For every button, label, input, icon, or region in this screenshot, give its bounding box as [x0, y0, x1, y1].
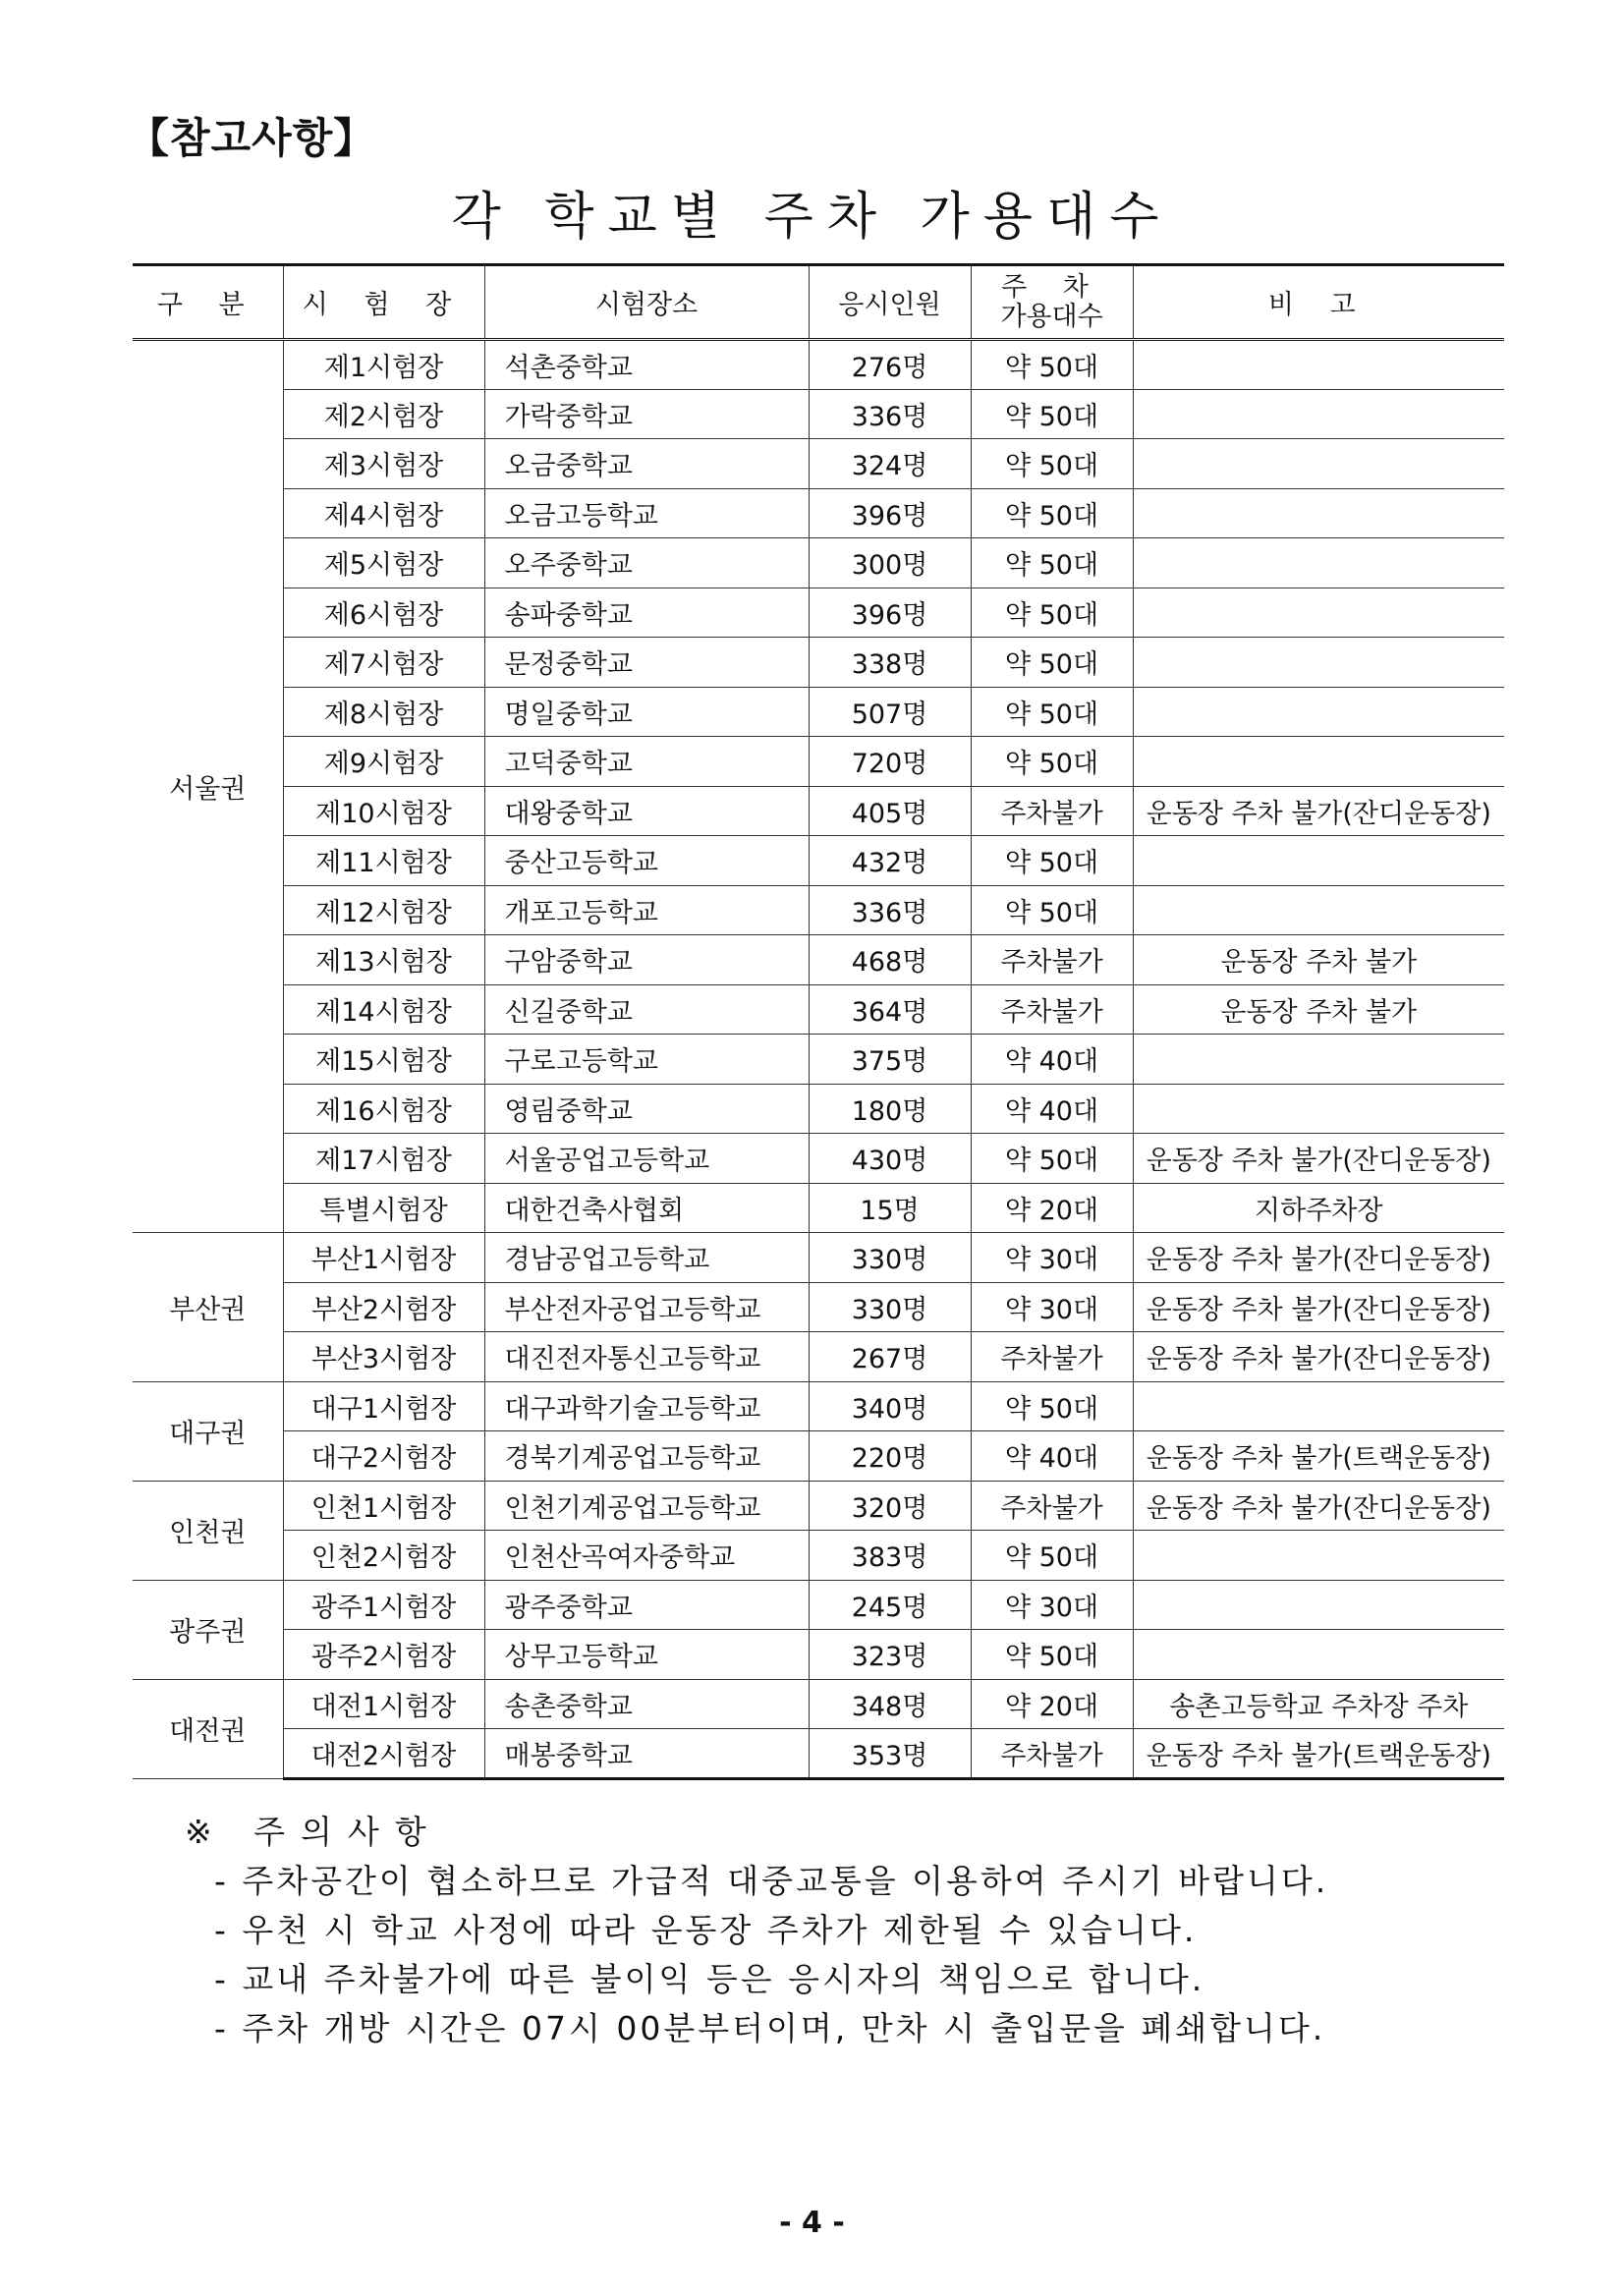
applicants-cell: 405명 [809, 786, 971, 836]
venue-cell: 제13시험장 [283, 935, 484, 985]
parking-cell: 약 40대 [971, 1084, 1133, 1134]
school-cell: 가락중학교 [484, 389, 809, 439]
note-cell: 운동장 주차 불가 [1133, 935, 1504, 985]
applicants-cell: 383명 [809, 1531, 971, 1581]
school-cell: 영림중학교 [484, 1084, 809, 1134]
parking-cell: 약 50대 [971, 488, 1133, 538]
note-cell: 운동장 주차 불가(잔디운동장) [1133, 1233, 1504, 1283]
table-row [133, 1183, 1504, 1233]
table-row [133, 1134, 1504, 1184]
parking-cell: 약 50대 [971, 836, 1133, 886]
table-body [133, 340, 1504, 1779]
table-header-row [133, 265, 1504, 340]
note-cell [1133, 1381, 1504, 1431]
venue-cell: 제4시험장 [283, 488, 484, 538]
note-cell: 지하주차장 [1133, 1183, 1504, 1233]
school-cell: 오금고등학교 [484, 488, 809, 538]
table-row [133, 786, 1504, 836]
note-cell [1133, 1531, 1504, 1581]
venue-cell: 제10시험장 [283, 786, 484, 836]
parking-cell: 주차불가 [971, 1481, 1133, 1531]
school-cell: 경남공업고등학교 [484, 1233, 809, 1283]
header-applicants: 응시인원 [809, 265, 971, 340]
parking-cell: 약 30대 [971, 1580, 1133, 1630]
region-cell: 대전권 [133, 1679, 283, 1778]
table-row [133, 1332, 1504, 1382]
school-cell: 문정중학교 [484, 638, 809, 688]
table-row [133, 836, 1504, 886]
note-cell: 운동장 주차 불가(잔디운동장) [1133, 1481, 1504, 1531]
note-cell: 운동장 주차 불가(트랙운동장) [1133, 1431, 1504, 1482]
applicants-cell: 220명 [809, 1431, 971, 1482]
table-row [133, 1282, 1504, 1332]
parking-cell: 주차불가 [971, 935, 1133, 985]
parking-cell: 약 50대 [971, 737, 1133, 787]
venue-cell: 제9시험장 [283, 737, 484, 787]
table-row [133, 737, 1504, 787]
applicants-cell: 353명 [809, 1729, 971, 1779]
table-row [133, 638, 1504, 688]
applicants-cell: 396명 [809, 588, 971, 638]
applicants-cell: 320명 [809, 1481, 971, 1531]
note-cell [1133, 737, 1504, 787]
table-row [133, 1630, 1504, 1680]
table-row [133, 1035, 1504, 1085]
table-row [133, 885, 1504, 935]
school-cell: 인천기계공업고등학교 [484, 1481, 809, 1531]
school-cell: 대구과학기술고등학교 [484, 1381, 809, 1431]
venue-cell: 부산2시험장 [283, 1282, 484, 1332]
venue-cell: 부산1시험장 [283, 1233, 484, 1283]
venue-cell: 제11시험장 [283, 836, 484, 886]
venue-cell: 제14시험장 [283, 984, 484, 1035]
parking-cell: 약 50대 [971, 638, 1133, 688]
page-title: 각 학교별 주차 가용대수 [451, 188, 1173, 247]
applicants-cell: 364명 [809, 984, 971, 1035]
parking-cell: 약 30대 [971, 1233, 1133, 1283]
school-cell: 서울공업고등학교 [484, 1134, 809, 1184]
parking-cell: 약 50대 [971, 885, 1133, 935]
table-row [133, 1729, 1504, 1779]
applicants-cell: 338명 [809, 638, 971, 688]
parking-cell: 약 50대 [971, 439, 1133, 489]
table-row [133, 984, 1504, 1035]
note-cell [1133, 1630, 1504, 1680]
venue-cell: 제8시험장 [283, 687, 484, 737]
table-row [133, 439, 1504, 489]
applicants-cell: 330명 [809, 1233, 971, 1283]
parking-cell: 주차불가 [971, 984, 1133, 1035]
parking-cell: 약 50대 [971, 538, 1133, 588]
venue-cell: 제2시험장 [283, 389, 484, 439]
venue-cell: 인천1시험장 [283, 1481, 484, 1531]
parking-cell: 주차불가 [971, 1729, 1133, 1779]
notes-section [185, 1808, 1328, 2053]
note-cell [1133, 638, 1504, 688]
venue-cell: 광주2시험장 [283, 1630, 484, 1680]
school-cell: 명일중학교 [484, 687, 809, 737]
reference-heading: 【참고사항】 [128, 114, 376, 162]
applicants-cell: 300명 [809, 538, 971, 588]
region-cell: 대구권 [133, 1381, 283, 1481]
school-cell: 광주중학교 [484, 1580, 809, 1630]
venue-cell: 인천2시험장 [283, 1531, 484, 1581]
note-cell [1133, 538, 1504, 588]
applicants-cell: 323명 [809, 1630, 971, 1680]
table-row [133, 340, 1504, 390]
note-cell [1133, 836, 1504, 886]
school-cell: 고덕중학교 [484, 737, 809, 787]
parking-cell: 약 50대 [971, 1531, 1133, 1581]
parking-cell: 약 50대 [971, 389, 1133, 439]
school-cell: 상무고등학교 [484, 1630, 809, 1680]
header-venue: 시 험 장 [283, 265, 484, 340]
parking-cell: 약 50대 [971, 1381, 1133, 1431]
table-row [133, 1431, 1504, 1482]
parking-cell: 약 50대 [971, 687, 1133, 737]
school-cell: 오주중학교 [484, 538, 809, 588]
note-cell: 운동장 주차 불가 [1133, 984, 1504, 1035]
applicants-cell: 336명 [809, 389, 971, 439]
venue-cell: 제6시험장 [283, 588, 484, 638]
venue-cell: 제1시험장 [283, 340, 484, 390]
parking-cell: 약 20대 [971, 1183, 1133, 1233]
note-cell [1133, 588, 1504, 638]
parking-cell: 약 40대 [971, 1035, 1133, 1085]
note-cell [1133, 439, 1504, 489]
venue-cell: 제17시험장 [283, 1134, 484, 1184]
note-item: - 우천 시 학교 사정에 따라 운동장 주차가 제한될 수 있습니다. [214, 1911, 1198, 1949]
table-row [133, 1381, 1504, 1431]
school-cell: 부산전자공업고등학교 [484, 1282, 809, 1332]
applicants-cell: 348명 [809, 1679, 971, 1729]
applicants-cell: 15명 [809, 1183, 971, 1233]
header-region: 구 분 [133, 265, 283, 340]
table-row [133, 687, 1504, 737]
table-row [133, 538, 1504, 588]
applicants-cell: 245명 [809, 1580, 971, 1630]
table-row [133, 935, 1504, 985]
applicants-cell: 276명 [809, 340, 971, 390]
header-parking [971, 265, 1133, 340]
venue-cell: 제15시험장 [283, 1035, 484, 1085]
parking-capacity-table [133, 263, 1504, 1780]
note-item: - 주차공간이 협소하므로 가급적 대중교통을 이용하여 주시기 바랍니다. [214, 1862, 1329, 1900]
table-row [133, 588, 1504, 638]
venue-cell: 대전2시험장 [283, 1729, 484, 1779]
school-cell: 신길중학교 [484, 984, 809, 1035]
parking-cell: 주차불가 [971, 786, 1133, 836]
school-cell: 중산고등학교 [484, 836, 809, 886]
applicants-cell: 720명 [809, 737, 971, 787]
applicants-cell: 267명 [809, 1332, 971, 1382]
page-number: - 4 - [779, 2206, 845, 2240]
note-cell [1133, 340, 1504, 390]
table-row [133, 1481, 1504, 1531]
parking-cell: 약 20대 [971, 1679, 1133, 1729]
venue-cell: 특별시험장 [283, 1183, 484, 1233]
header-parking-line2: 가용대수 [1000, 301, 1103, 332]
notes-title: ※ 주의사항 [185, 1813, 442, 1851]
venue-cell: 대구1시험장 [283, 1381, 484, 1431]
parking-cell: 약 50대 [971, 1630, 1133, 1680]
table-row [133, 389, 1504, 439]
region-cell: 서울권 [133, 340, 283, 1233]
table-row [133, 1531, 1504, 1581]
parking-cell: 주차불가 [971, 1332, 1133, 1382]
school-cell: 경북기계공업고등학교 [484, 1431, 809, 1482]
applicants-cell: 340명 [809, 1381, 971, 1431]
note-cell: 운동장 주차 불가(잔디운동장) [1133, 1282, 1504, 1332]
venue-cell: 대전1시험장 [283, 1679, 484, 1729]
note-cell: 운동장 주차 불가(잔디운동장) [1133, 1332, 1504, 1382]
school-cell: 대진전자통신고등학교 [484, 1332, 809, 1382]
note-cell: 운동장 주차 불가(트랙운동장) [1133, 1729, 1504, 1779]
venue-cell: 대구2시험장 [283, 1431, 484, 1482]
table-row [133, 488, 1504, 538]
venue-cell: 제7시험장 [283, 638, 484, 688]
region-cell: 인천권 [133, 1481, 283, 1580]
venue-cell: 광주1시험장 [283, 1580, 484, 1630]
parking-cell: 약 30대 [971, 1282, 1133, 1332]
school-cell: 송파중학교 [484, 588, 809, 638]
school-cell: 대한건축사협회 [484, 1183, 809, 1233]
applicants-cell: 468명 [809, 935, 971, 985]
school-cell: 구로고등학교 [484, 1035, 809, 1085]
applicants-cell: 330명 [809, 1282, 971, 1332]
region-cell: 광주권 [133, 1580, 283, 1679]
school-cell: 매봉중학교 [484, 1729, 809, 1779]
venue-cell: 제16시험장 [283, 1084, 484, 1134]
note-cell [1133, 687, 1504, 737]
parking-cell: 약 50대 [971, 588, 1133, 638]
applicants-cell: 432명 [809, 836, 971, 886]
venue-cell: 부산3시험장 [283, 1332, 484, 1382]
note-cell [1133, 1035, 1504, 1085]
table-row [133, 1679, 1504, 1729]
venue-cell: 제5시험장 [283, 538, 484, 588]
applicants-cell: 507명 [809, 687, 971, 737]
region-cell: 부산권 [133, 1233, 283, 1382]
table-row [133, 1580, 1504, 1630]
note-cell [1133, 389, 1504, 439]
school-cell: 석촌중학교 [484, 340, 809, 390]
note-cell [1133, 1084, 1504, 1134]
applicants-cell: 324명 [809, 439, 971, 489]
applicants-cell: 180명 [809, 1084, 971, 1134]
table-row [133, 1233, 1504, 1283]
applicants-cell: 430명 [809, 1134, 971, 1184]
note-cell: 운동장 주차 불가(잔디운동장) [1133, 1134, 1504, 1184]
applicants-cell: 336명 [809, 885, 971, 935]
note-cell [1133, 1580, 1504, 1630]
applicants-cell: 375명 [809, 1035, 971, 1085]
school-cell: 송촌중학교 [484, 1679, 809, 1729]
school-cell: 인천산곡여자중학교 [484, 1531, 809, 1581]
table-row [133, 1084, 1504, 1134]
parking-cell: 약 50대 [971, 340, 1133, 390]
note-cell [1133, 885, 1504, 935]
note-cell: 송촌고등학교 주차장 주차 [1133, 1679, 1504, 1729]
school-cell: 오금중학교 [484, 439, 809, 489]
school-cell: 구암중학교 [484, 935, 809, 985]
note-item: - 주차 개방 시간은 07시 00분부터이며, 만차 시 출입문을 폐쇄합니다. [214, 2009, 1326, 2047]
parking-cell: 약 50대 [971, 1134, 1133, 1184]
header-parking-line1: 주 차 [1001, 271, 1102, 303]
venue-cell: 제12시험장 [283, 885, 484, 935]
venue-cell: 제3시험장 [283, 439, 484, 489]
note-cell: 운동장 주차 불가(잔디운동장) [1133, 786, 1504, 836]
applicants-cell: 396명 [809, 488, 971, 538]
header-school: 시험장소 [484, 265, 809, 340]
header-note: 비 고 [1133, 265, 1504, 340]
note-cell [1133, 488, 1504, 538]
parking-cell: 약 40대 [971, 1431, 1133, 1482]
school-cell: 대왕중학교 [484, 786, 809, 836]
school-cell: 개포고등학교 [484, 885, 809, 935]
note-item: - 교내 주차불가에 따른 불이익 등은 응시자의 책임으로 합니다. [214, 1960, 1205, 1998]
